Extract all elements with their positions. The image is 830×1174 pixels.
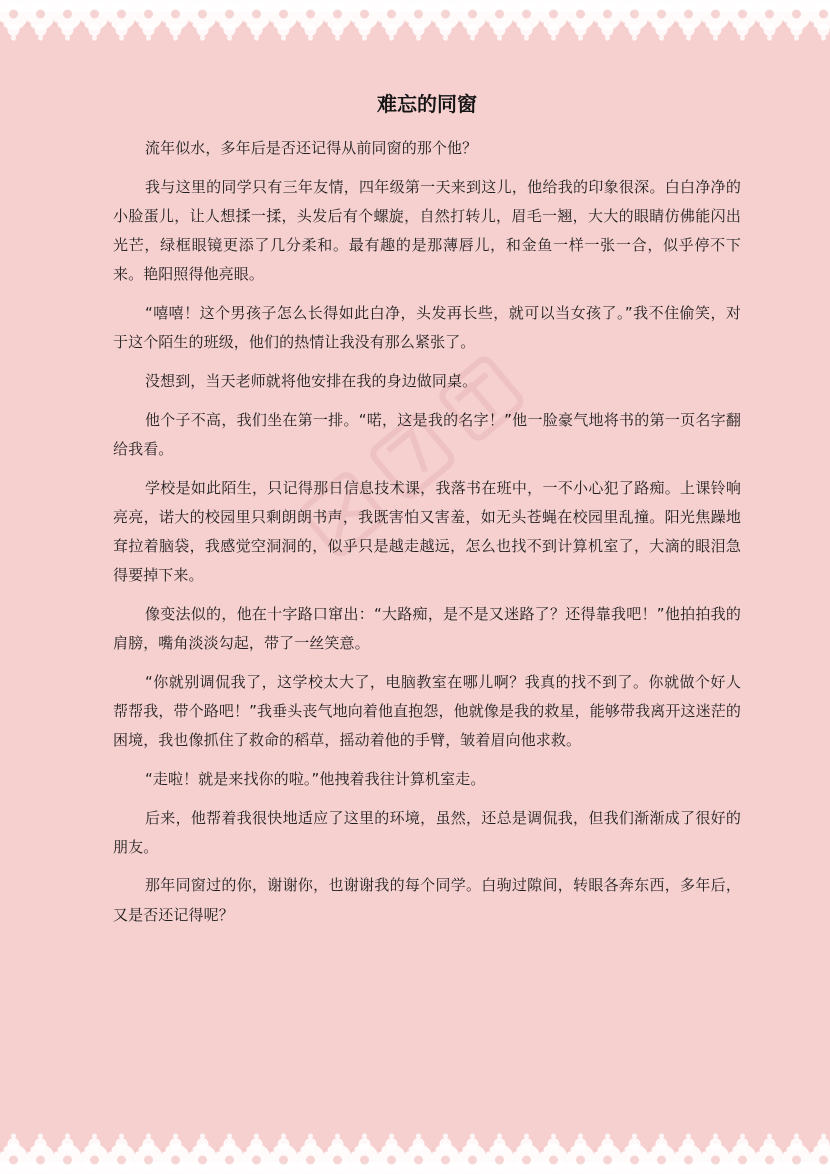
article (113, 88, 741, 939)
paragraph: “嘻嘻！这个男孩子怎么长得如此白净，头发再长些，就可以当女孩了。”我不住偷笑，对于这个陌生的班级，他们的热情让我没有那么紧张了。 (113, 304, 741, 352)
paragraph: 像变法似的，他在十字路口窜出：“大路痴，是不是又迷路了？还得靠我吧！”他拍拍我的肩膀，嘴角淡淡勾起，带了一丝笑意。 (113, 604, 741, 653)
paragraph: 我与这里的同学只有三年友情，四年级第一天来到这儿，他给我的印象很深。白白净净的小脸蛋儿，让人想揉一揉，头发后有个螺旋，自然打转儿，眉毛一翘，大大的眼睛仿佛能闪出光芒，绿框眼镜更添了几分柔和。最有趣的是那薄唇儿，和金鱼一样一张一合，似乎停不下来。艳阳照得他亮眼。 (113, 177, 741, 284)
lace-top-pattern (0, 0, 830, 48)
paragraph: 学校是如此陌生，只记得那日信息技术课，我落书在班中，一不小心犯了路痴。上课铃响亮亮，诺大的校园里只剩朗朗书声，我既害怕又害羞，如无头苍蝇在校园里乱撞。阳光焦躁地耷拉着脑袋，我感觉空洞洞的，似乎只是越走越远，怎么也找不到计算机室了，大滴的眼泪急得要掉下来。 (113, 478, 741, 585)
bottom-lace-border (0, 1116, 830, 1174)
paragraph: 没想到，当天老师就将他安排在我的身边做同桌。 (145, 371, 478, 390)
paragraph: 他个子不高，我们坐在第一排。“喏，这是我的名字！”他一脸豪气地将书的第一页名字翻给我看。 (113, 410, 741, 458)
lace-bottom-pattern (0, 1116, 830, 1174)
top-lace-border (0, 0, 830, 48)
paragraph: 那年同窗过的你，谢谢你，也谢谢我的每个同学。白驹过隙间，转眼各奔东西，多年后，又是否还记得呢？ (113, 876, 741, 924)
paragraph: “走啦！就是来找你的啦。”他拽着我往计算机室走。 (145, 769, 486, 788)
paragraph: 后来，他帮着我很快地适应了这里的环境，虽然，还总是调侃我，但我们渐渐成了很好的朋友。 (113, 808, 741, 856)
paragraph: “你就别调侃我了，这学校太大了，电脑教室在哪儿啊？我真的找不到了。你就做个好人帮帮我，带个路吧！”我垂头丧气地向着他直抱怨，他就像是我的救星，能够带我离开这迷茫的困境，我也像抓住了救命的稻草，摇动着他的手臂，皱着眉向他求救。 (113, 672, 741, 750)
paragraph: 流年似水，多年后是否还记得从前同窗的那个他？ (145, 139, 478, 157)
article-title: 难忘的同窗 (377, 92, 477, 116)
